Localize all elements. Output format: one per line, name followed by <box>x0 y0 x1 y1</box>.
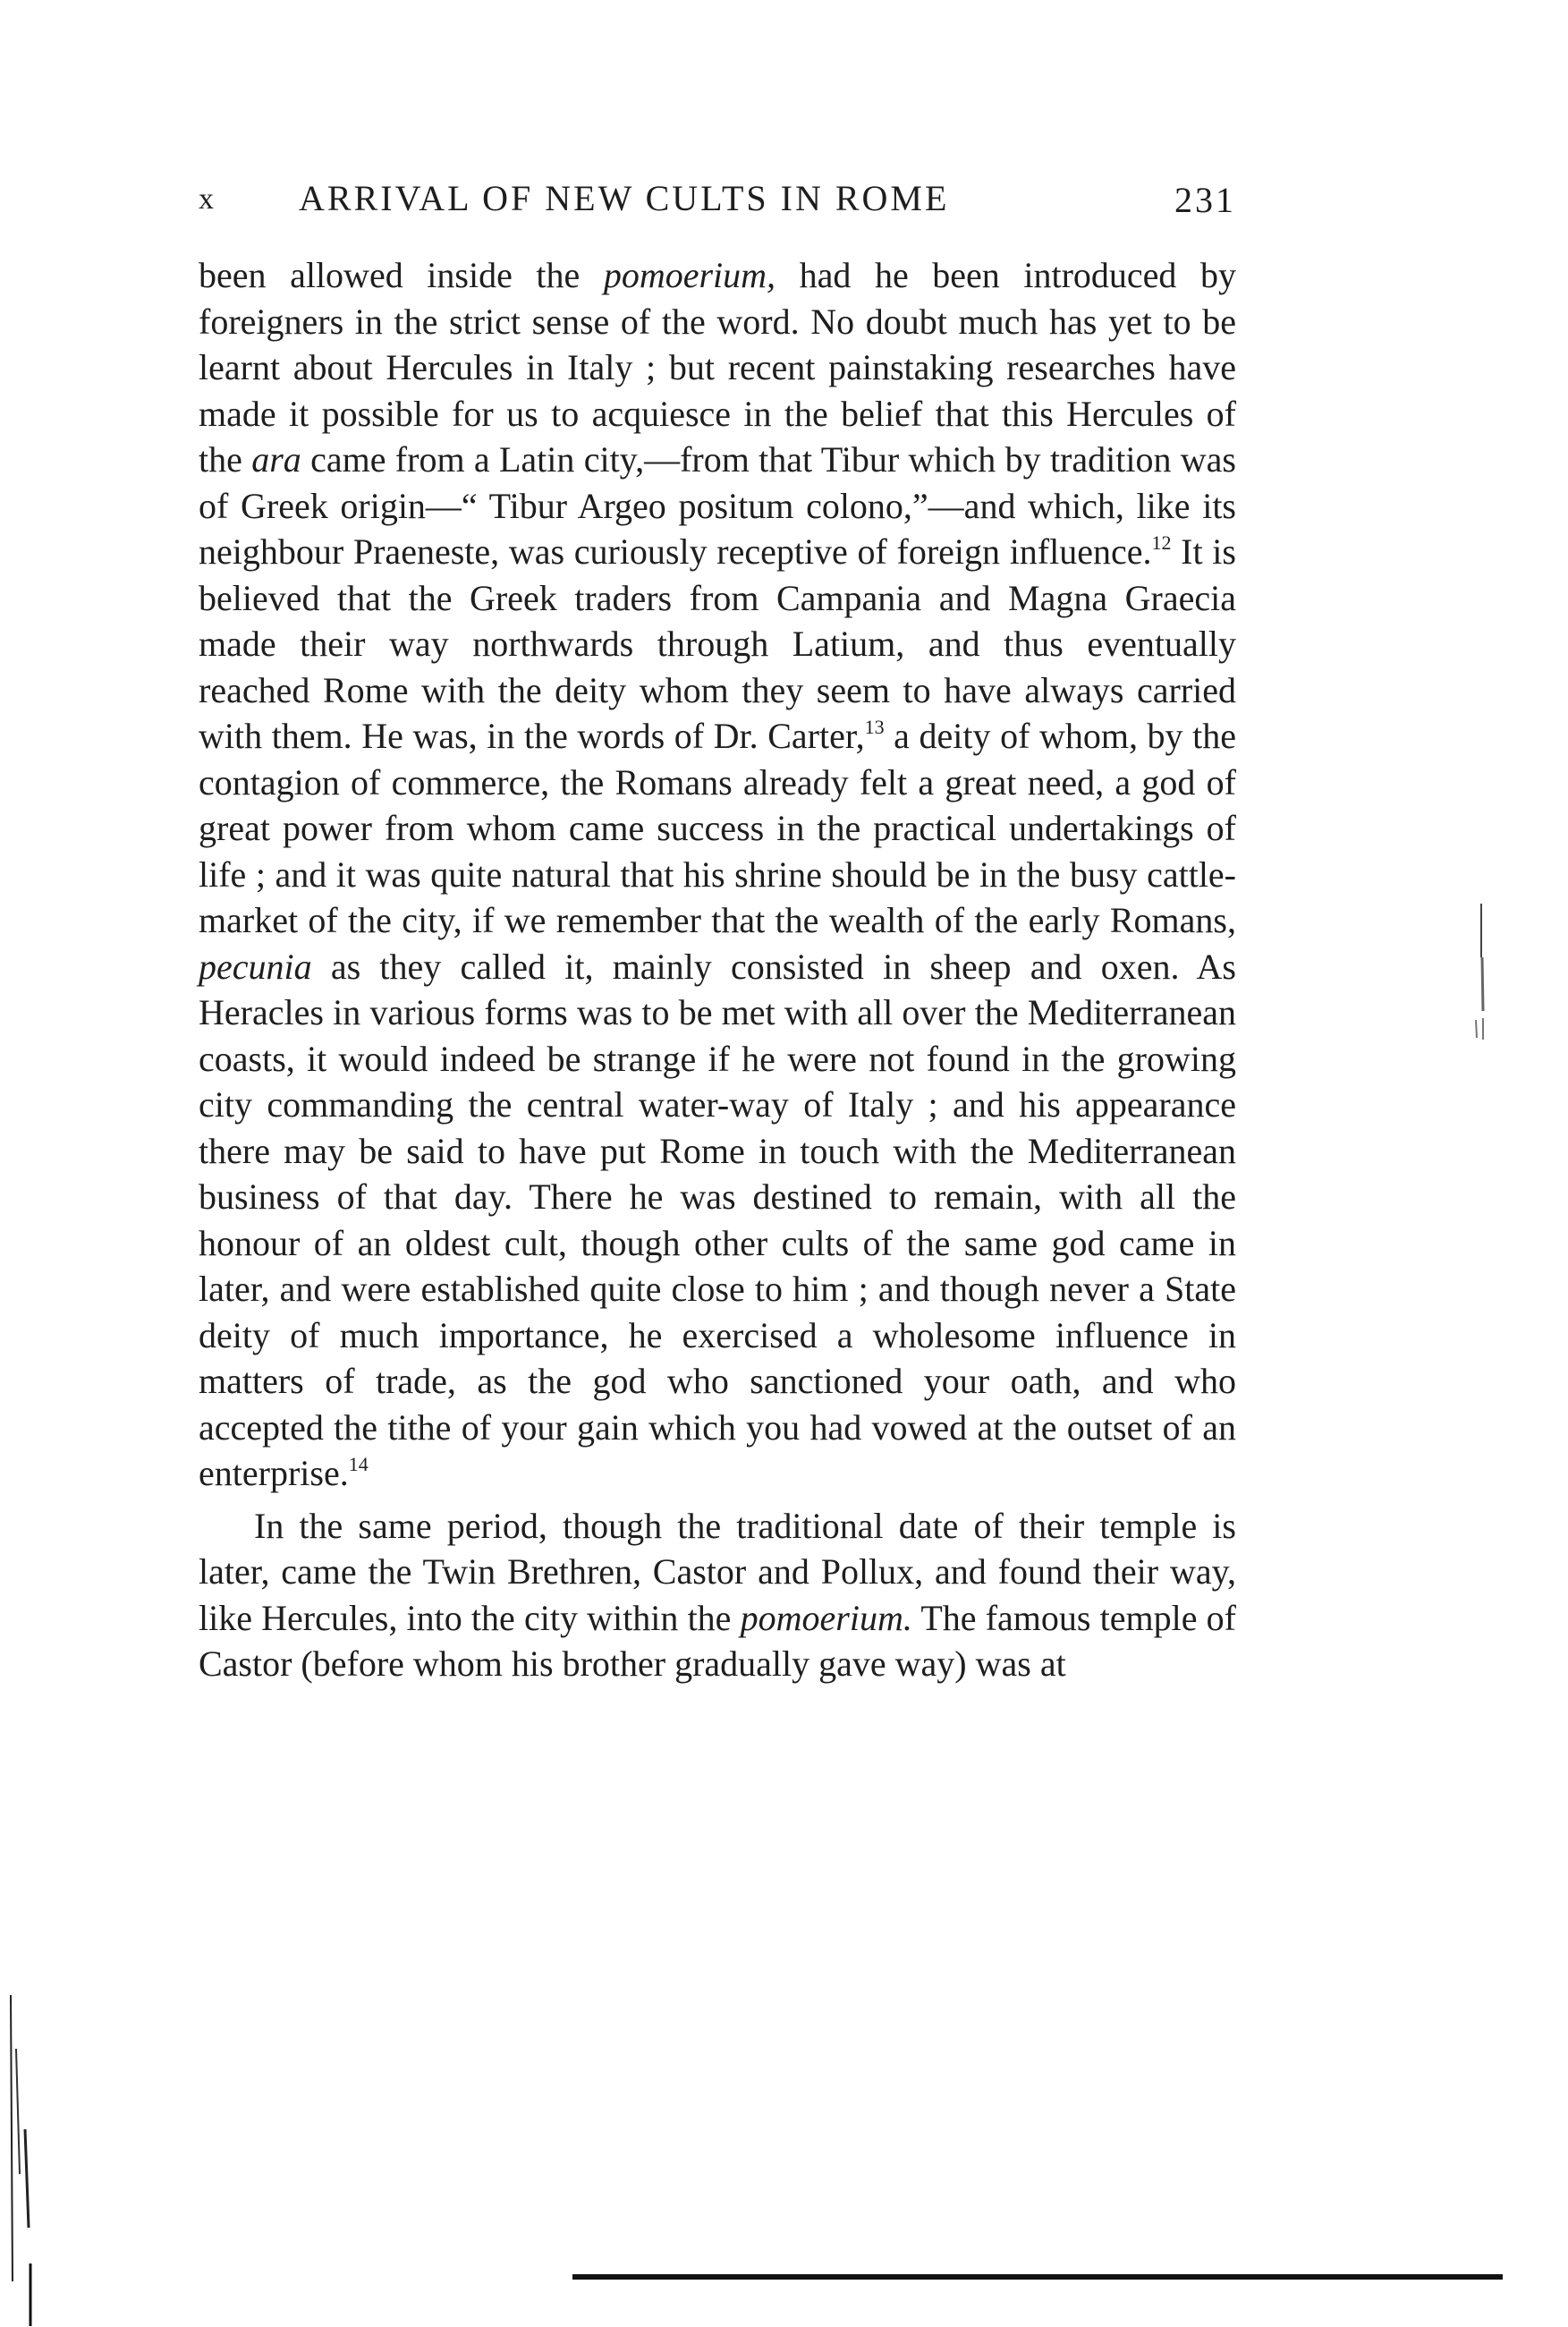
scan-edge-marks <box>0 1995 54 2326</box>
text-run: as they called it, mainly consisted in sheep and oxen. As Heracles in various forms was to be met with all over the Mediterranean coasts, it would indeed be strange if he were not found in the growing city commanding the central water-way of Italy ; and his appearance there may be said to have put Rome in touch with the Mediterranean business of that day. There he was destined to remain, with all the honour of an oldest cult, though other cults of the same god came in later, and were established quite close to him ; and though never a State deity of much importance, he exercised a wholesome influence in matters of trade, as the god who sanctioned your oath, and who accepted the tithe of your gain which you had vowed at the outset of an enterprise. <box>199 946 1236 1493</box>
body-text <box>199 252 1236 1687</box>
running-title: ARRIVAL OF NEW CULTS IN ROME <box>299 178 950 218</box>
text-run: The famous temple of Castor (before whom his brother gradually gave way) was at <box>199 1597 1237 1684</box>
italic-term: pomoerium. <box>740 1597 912 1638</box>
margin-scan-marks <box>1467 904 1494 1065</box>
text-run: been allowed inside the <box>199 255 604 295</box>
paragraph <box>199 252 1236 1497</box>
italic-term: pomoerium, <box>603 255 776 295</box>
running-header <box>199 177 1236 231</box>
chapter-number: x <box>199 183 216 216</box>
text-run: It is believed that the Greek traders from Campania and Magna Graecia made their way northwards through Latium, and thus eventually reached Rome with the deity whom they seem to have always carried with them. He was, in the words of Dr. Carter, <box>199 531 1236 756</box>
paragraph <box>199 1503 1236 1687</box>
italic-term: pecunia <box>199 946 312 987</box>
footnote-ref: 13 <box>864 716 885 738</box>
text-run: came from a Latin city,—from that Tibur which by tradition was of Greek origin—“ Tibur Argeo positum colono,”—and which, like its neighbour Praeneste, was curiously receptive of foreign influence. <box>199 439 1237 572</box>
text-run: a deity of whom, by the contagion of commerce, the Romans already felt a great need, a god of great power from whom came success in the practical undertakings of life ; and it was quite natural that his shrine should be in the busy cattle-market of the city, if we remember that the wealth of the early Romans, <box>199 716 1237 940</box>
italic-term: ara <box>251 439 301 480</box>
page-number: 231 <box>1174 180 1236 220</box>
footnote-ref: 12 <box>1151 531 1172 554</box>
text-run: had he been introduced by foreigners in the strict sense of the word. No doubt much has yet to be learnt about Hercules in Italy ; but recent painstaking researches have made it possible for us to acquiesce in the belief that this Hercules of the <box>199 255 1236 480</box>
text-run: In the same period, though the traditional date of their temple is later, came the Twin Brethren, Castor and Pollux, and found their way, like Hercules, into the city within the <box>199 1505 1236 1638</box>
bottom-scan-rule <box>572 2271 1503 2283</box>
footnote-ref: 14 <box>348 1453 369 1475</box>
